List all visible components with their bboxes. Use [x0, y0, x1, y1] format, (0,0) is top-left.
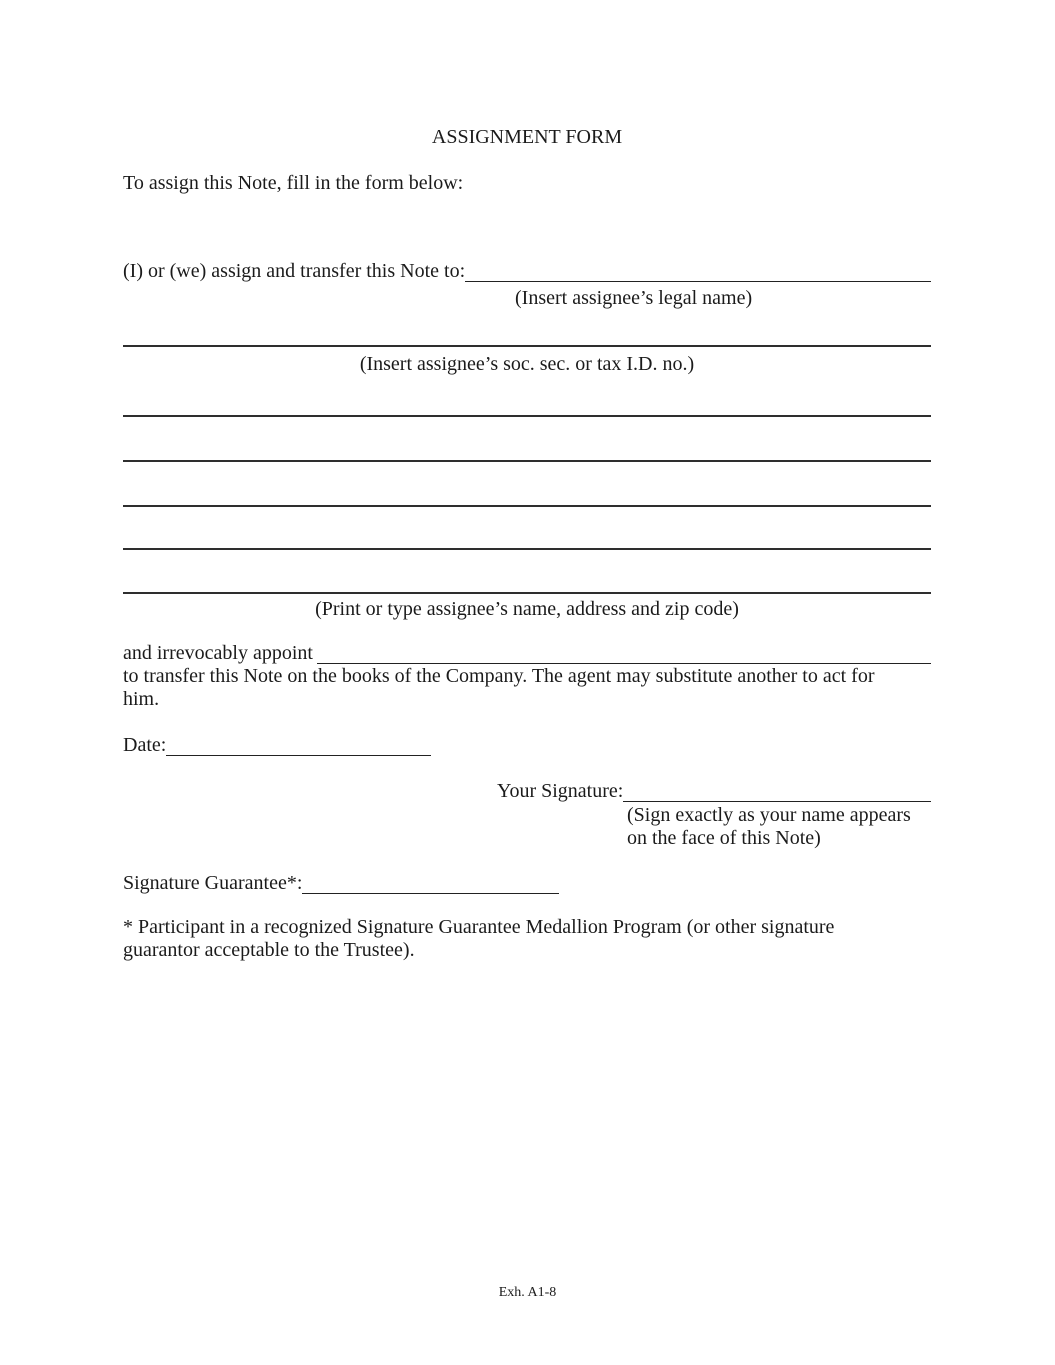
appoint-text-line: to transfer this Note on the books of the Company. The agent may substitute another to act for [123, 665, 875, 687]
signature-blank-line [623, 780, 931, 802]
signature-row [497, 780, 931, 803]
appoint-text-line: him. [123, 688, 160, 710]
footnote-line: * Participant in a recognized Signature Guarantee Medallion Program (or other signature [123, 916, 835, 938]
address-blank-line [123, 415, 931, 417]
ssn-caption: (Insert assignee’s soc. sec. or tax I.D. no.) [359, 353, 695, 375]
date-blank-line [166, 734, 431, 756]
address-blank-line [123, 460, 931, 462]
footnote [123, 916, 931, 962]
signature-label: Your Signature: [497, 780, 624, 802]
intro-text: To assign this Note, fill in the form below: [123, 172, 464, 194]
signature-caption [627, 804, 931, 850]
date-row [123, 734, 931, 757]
page-footer: Exh. A1-8 [498, 1285, 557, 1300]
appoint-blank-line [317, 642, 931, 664]
address-blank-line [123, 548, 931, 550]
address-blank-line [123, 505, 931, 507]
appoint-text [123, 665, 931, 711]
form-title: ASSIGNMENT FORM [431, 126, 623, 148]
footnote-line: guarantor acceptable to the Trustee). [123, 939, 415, 961]
guarantee-label: Signature Guarantee*: [123, 872, 303, 894]
legal-name-caption: (Insert assignee’s legal name) [515, 287, 753, 309]
assign-to-blank-line [465, 260, 931, 282]
ssn-blank-line [123, 345, 931, 347]
address-blank-line [123, 592, 931, 594]
address-caption: (Print or type assignee’s name, address and zip code) [315, 598, 739, 620]
appoint-label: and irrevocably appoint [123, 642, 313, 664]
date-label: Date: [123, 734, 167, 756]
assign-to-row [123, 260, 931, 283]
guarantee-row [123, 872, 931, 895]
signature-caption-line: on the face of this Note) [627, 827, 821, 849]
document-content [123, 126, 931, 962]
appoint-row [123, 642, 931, 665]
guarantee-blank-line [302, 872, 559, 894]
assign-to-label: (I) or (we) assign and transfer this Note to: [123, 260, 466, 282]
signature-caption-line: (Sign exactly as your name appears [627, 804, 911, 826]
